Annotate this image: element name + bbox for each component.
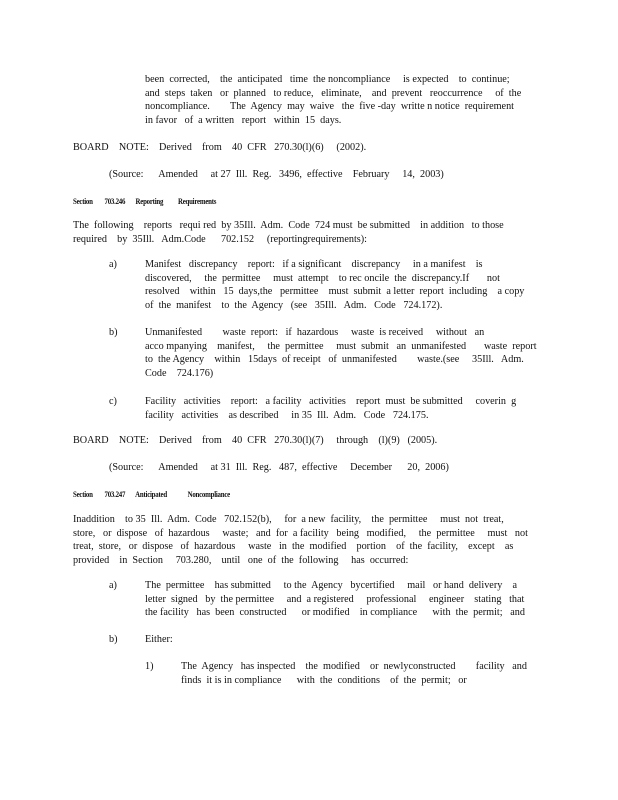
list-item-text: Manifest discrepancy report: if a significant discrepancy in a manifest is discovered, the permittee must attempt to rec oncile the discrepancy.If not resolved within 15 days,the permittee must submit a letter report including a copy of the manifest to the Agency (see 35Ill. Adm. Code 724.172). <box>145 259 525 311</box>
list-item-text: Facility activities report: a facility activities report must be submitted coverin g facility activities as described in 35 Ill. Adm. Code 724.175. <box>145 396 517 421</box>
list-marker: a) <box>109 580 117 591</box>
section-intro-paragraph: The following reports requi red by 35Ill. Adm. Code 724 must be submitted in addition to those required by 35Ill. Adm.Code 702.152 (reportingrequirements): <box>73 220 504 245</box>
continued-paragraph: been corrected, the anticipated time the noncompliance is expected to continue; and steps taken or planned to reduce, eliminate, and prevent reoccurrence of the noncompliance. The Agency may waive the five -day writte n notice requirement in favor of a written report within 15 days. <box>145 74 522 126</box>
section-heading: Section 703.247 Anticipated Noncompliance <box>73 489 230 499</box>
list-marker: 1) <box>145 661 154 672</box>
list-marker: a) <box>109 259 117 270</box>
source-note: (Source: Amended at 27 Ill. Reg. 3496, effective February 14, 2003) <box>109 169 444 180</box>
list-item-text: The Agency has inspected the modified or newlyconstructed facility and finds it is in compliance with the conditions of the permit; or <box>181 661 527 686</box>
list-item-text: Either: <box>145 634 173 645</box>
section-heading: Section 703.246 Reporting Requirements <box>73 196 217 206</box>
list-marker: b) <box>109 327 118 338</box>
list-item-text: The permittee has submitted to the Agency bycertified mail or hand delivery a letter signed by the permittee and a registered professional engineer stating that the facility has been constructed or modified in compliance with the permit; and <box>145 580 525 618</box>
section-intro-paragraph: Inaddition to 35 Ill. Adm. Code 702.152(b), for a new facility, the permittee must not treat, store, or dispose of hazardous waste; and for a facility being modified, the permittee must not treat, store, or dispose of hazardous waste in the modified portion of the facility, except as provided in Section 703.280, until one of the following has occurred: <box>73 514 528 566</box>
list-item-text: Unmanifested waste report: if hazardous waste is received without an acco mpanying manifest, the permittee must submit an unmanifested waste report to the Agency within 15days of receipt of unmanifested waste.(see 35Ill. Adm. Code 724.176) <box>145 327 537 379</box>
board-note: BOARD NOTE: Derived from 40 CFR 270.30(l)(6) (2002). <box>73 142 367 153</box>
source-note: (Source: Amended at 31 Ill. Reg. 487, effective December 20, 2006) <box>109 462 449 473</box>
board-note: BOARD NOTE: Derived from 40 CFR 270.30(l)(7) through (l)(9) (2005). <box>73 435 438 446</box>
list-marker: c) <box>109 396 117 407</box>
list-marker: b) <box>109 634 118 645</box>
